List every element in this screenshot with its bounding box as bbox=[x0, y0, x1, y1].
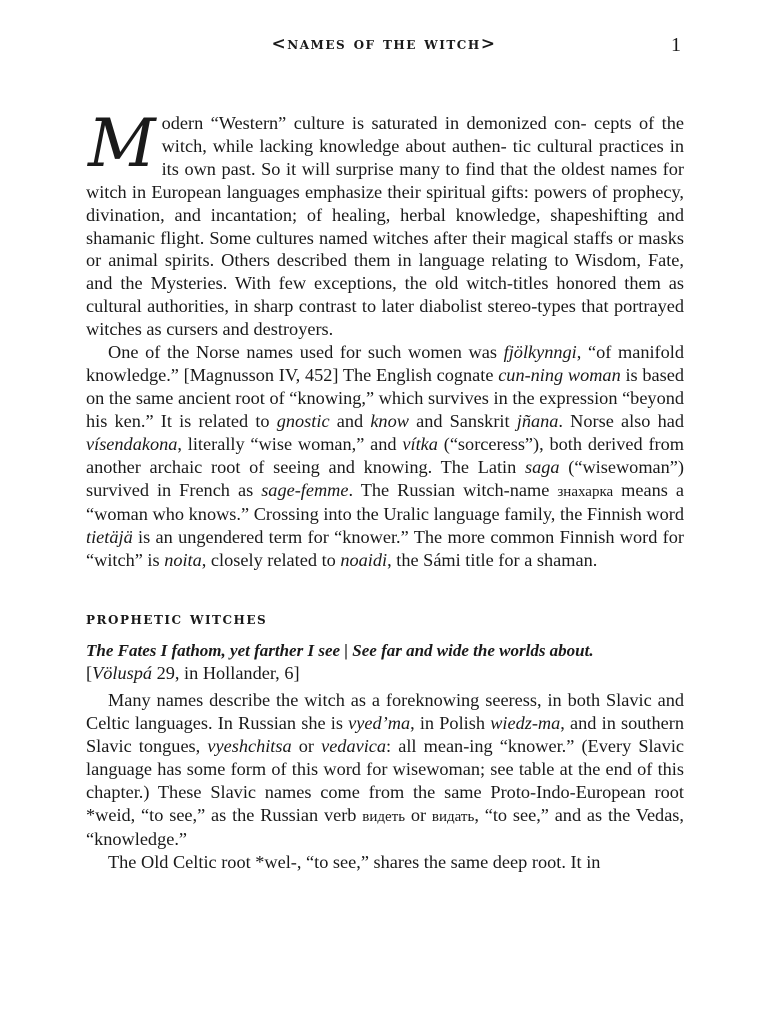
text-run: : all mean-ing “knower.” (Every Slavic language has some form of this word for wisewoman; see table at the end of this chapter.) These Slavic names come from the same Proto-Indo-European root *weid, “to see,” as the Russian verb bbox=[86, 735, 685, 825]
text-run: or bbox=[405, 804, 432, 825]
italic-term: vyeshchitsa bbox=[207, 735, 292, 756]
slavic-paragraph bbox=[86, 689, 684, 851]
text-run: Many names describe the witch as a foreknowing seeress, in both Slavic and Celtic languages. In Russian she is bbox=[86, 690, 684, 733]
text-run: . The Russian witch-name bbox=[348, 479, 558, 500]
text-run: (“sorceress”), both derived from another archaic root of seeing and knowing. The Latin bbox=[86, 433, 684, 477]
text-run: , “of manifold knowledge.” [Magnusson IV, 452] The English cognate bbox=[86, 342, 684, 385]
citation-rest: 29, in Hollander, 6] bbox=[152, 663, 300, 684]
italic-term: know bbox=[370, 410, 409, 431]
text-run: , in Polish bbox=[410, 712, 491, 733]
italic-term: noaidi bbox=[340, 550, 388, 571]
intro-rest: tic cultural practices in its own past. So it will surprise many to find that the oldest names for witch in European languages emphasize their spiritual gifts: powers of prophecy, divination, and incantation; of healing, herbal knowledge, shapeshifting and shamanic flight. Some cultures named witches after their magical staffs or masks or animal spirits. Others described them in language relating to Wisdom, Fate, and the Mysteries. With few exceptions, the old witch-titles honored them as cultural authorities, in sharp contrast to later diabolist stereo-types that portrayed witches as cursers and destroyers. bbox=[86, 135, 684, 340]
italic-term: jñana bbox=[516, 410, 559, 431]
epigraph: The Fates I fathom, yet farther I see | See far and wide the worlds about. bbox=[86, 641, 594, 661]
intro-line-2: cepts of the witch, while lacking knowledge about authen- bbox=[161, 113, 684, 156]
text-run: , and in southern Slavic tongues, bbox=[86, 712, 684, 756]
section-heading: prophetic witches bbox=[86, 609, 268, 630]
italic-term: gnostic bbox=[276, 410, 330, 431]
text-run: means a “woman who knows.” Crossing into the Uralic language family, the Finnish word bbox=[86, 479, 684, 525]
italic-term: tietäjä bbox=[86, 527, 133, 548]
text-run: One of the Norse names used for such women was bbox=[108, 342, 504, 363]
italic-term: vyed’ma bbox=[348, 712, 411, 733]
epigraph-citation bbox=[86, 662, 684, 685]
text-run: is based on the same ancient root of “knowing,” which survives in the expression “beyond his ken.” It is related to bbox=[86, 364, 684, 431]
text-run: , the Sámi title for a shaman. bbox=[387, 550, 598, 571]
text-run: and bbox=[329, 410, 371, 431]
text-run: , closely related to bbox=[201, 550, 341, 571]
italic-term: sage-femme bbox=[261, 479, 349, 500]
text-run: , “to see,” and as the Vedas, “knowledge.” bbox=[86, 804, 684, 850]
celtic-paragraph: The Old Celtic root *wel-, “to see,” shares the same deep root. It in bbox=[108, 852, 601, 873]
italic-term: cun-ning woman bbox=[498, 364, 621, 385]
text-run: , literally “wise woman,” and bbox=[177, 433, 403, 454]
page-number: 1 bbox=[671, 34, 681, 56]
citation-work: Völuspá bbox=[92, 663, 153, 684]
drop-cap: M bbox=[88, 105, 156, 182]
text-run: (“wisewoman”) survived in French as bbox=[86, 456, 684, 500]
italic-term: wiedz-ma bbox=[490, 712, 561, 733]
text-run: or bbox=[291, 735, 322, 756]
intro-line-1: odern “Western” culture is saturated in demonized con- bbox=[161, 113, 587, 133]
text-run: and Sanskrit bbox=[408, 410, 517, 431]
text-body bbox=[86, 105, 685, 874]
italic-term: noita bbox=[164, 550, 202, 571]
italic-term: vísendakona bbox=[86, 433, 178, 454]
italic-term: vedavica bbox=[321, 735, 387, 756]
text-run: is an ungendered term for “knower.” The more common Finnish word for “witch” is bbox=[86, 527, 684, 571]
cyrillic-term: видать bbox=[431, 808, 475, 825]
running-header: <names of the witch> bbox=[271, 34, 497, 54]
italic-term: saga bbox=[525, 456, 560, 477]
intro-paragraph bbox=[86, 105, 684, 341]
cyrillic-term: видеть bbox=[362, 808, 406, 825]
italic-term: fjölkynngi bbox=[503, 342, 577, 363]
norse-paragraph bbox=[86, 341, 684, 572]
citation-bracket: [ bbox=[86, 663, 93, 684]
italic-term: vítka bbox=[402, 433, 438, 454]
cyrillic-term: знахарка bbox=[557, 483, 614, 500]
text-run: . Norse also had bbox=[558, 410, 684, 431]
